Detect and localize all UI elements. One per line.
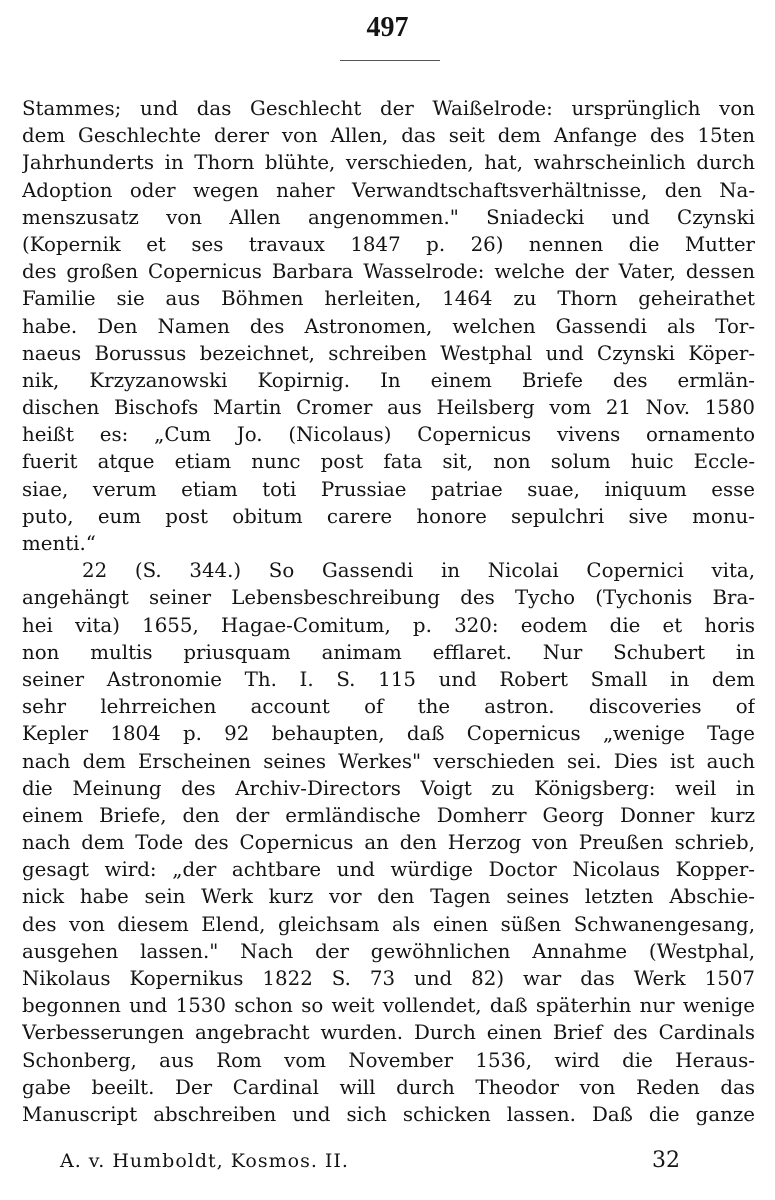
text-line: nach dem Tode des Copernicus an den Herzog von Preußen schrieb,	[22, 831, 755, 855]
text-line: gesagt wird: „der achtbare und würdige Doctor Nicolaus Kopper-	[22, 858, 755, 882]
text-line: Adoption oder wegen naher Verwandtschaftsverhältnisse, den Na-	[22, 178, 755, 202]
text-line: hei vita) 1655, Hagae-Comitum, p. 320: eodem die et horis	[22, 613, 755, 637]
text-line: menti.“	[22, 532, 96, 555]
text-line: einem Briefe, den der ermländische Domherr Georg Donner kurz	[22, 803, 755, 827]
text-line: Manuscript abschreiben und sich schicken lassen. Daß die ganze	[22, 1102, 755, 1126]
sheet-number: 32	[652, 1148, 680, 1173]
text-line: dem Geschlechte derer von Allen, das seit dem Anfange des 15ten	[22, 124, 755, 148]
text-line: naeus Borussus bezeichnet, schreiben Westphal und Czynski Köper-	[22, 341, 755, 365]
text-line: die Meinung des Archiv-Directors Voigt zu Königsberg: weil in	[22, 776, 755, 800]
text-line: 22 (S. 344.) So Gassendi in Nicolai Copernici vita,	[82, 559, 755, 583]
text-line: fuerit atque etiam nunc post fata sit, non solum huic Eccle-	[22, 450, 755, 474]
text-line: puto, eum post obitum carere honore sepulchri sive monu-	[22, 504, 755, 528]
text-line: des großen Copernicus Barbara Wasselrode: welche der Vater, dessen	[22, 260, 755, 284]
text-line: begonnen und 1530 schon so weit vollendet, daß späterhin nur wenige	[22, 994, 755, 1018]
text-line: non multis priusquam animam efflaret. Nur Schubert in	[22, 640, 755, 664]
text-line: des von diesem Elend, gleichsam als einen süßen Schwanengesang,	[22, 912, 755, 936]
text-line: ausgehen lassen." Nach der gewöhnlichen Annahme (Westphal,	[22, 939, 755, 963]
text-line: dischen Bischofs Martin Cromer aus Heilsberg vom 21 Nov. 1580	[22, 396, 755, 420]
text-line: Verbesserungen angebracht wurden. Durch einen Brief des Cardinals	[22, 1021, 755, 1045]
text-line: nik, Krzyzanowski Kopirnig. In einem Briefe des ermlän-	[22, 368, 755, 392]
text-line: Stammes; und das Geschlecht der Waißelrode: ursprünglich von	[22, 97, 755, 120]
text-line: menszusatz von Allen angenommen." Sniadecki und Czynski	[22, 205, 755, 229]
header-rule	[340, 60, 440, 61]
text-line: (Kopernik et ses travaux 1847 p. 26) nennen die Mutter	[22, 232, 755, 256]
text-line: Kepler 1804 p. 92 behaupten, daß Copernicus „wenige Tage	[22, 722, 755, 746]
text-line: habe. Den Namen des Astronomen, welchen Gassendi als Tor-	[22, 314, 755, 338]
text-line: Nikolaus Kopernikus 1822 S. 73 und 82) war das Werk 1507	[22, 967, 755, 990]
text-line: Familie sie aus Böhmen herleiten, 1464 zu Thorn geheirathet	[22, 287, 755, 311]
text-line: sehr lehrreichen account of the astron. discoveries of	[22, 695, 755, 719]
text-line: heißt es: „Cum Jo. (Nicolaus) Copernicus vivens ornamento	[22, 423, 755, 447]
text-line: nach dem Erscheinen seines Werkes" verschieden sei. Dies ist auch	[22, 749, 755, 773]
text-line: gabe beeilt. Der Cardinal will durch Theodor von Reden das	[22, 1075, 755, 1099]
text-line: siae, verum etiam toti Prussiae patriae suae, iniquum esse	[22, 477, 755, 501]
text-line: Jahrhunderts in Thorn blühte, verschieden, hat, wahrscheinlich durch	[22, 151, 755, 175]
body-text	[22, 95, 755, 1128]
page-number: 497	[366, 12, 409, 43]
text-line: seiner Astronomie Th. I. S. 115 und Robert Small in dem	[22, 667, 755, 691]
text-line: Schonberg, aus Rom vom November 1536, wird die Heraus-	[22, 1048, 755, 1072]
text-line: nick habe sein Werk kurz vor den Tagen seines letzten Abschie-	[22, 885, 755, 909]
text-line: angehängt seiner Lebensbeschreibung des Tycho (Tychonis Bra-	[22, 586, 755, 610]
footer-signature: A. v. Humboldt, Kosmos. II.	[60, 1150, 349, 1172]
